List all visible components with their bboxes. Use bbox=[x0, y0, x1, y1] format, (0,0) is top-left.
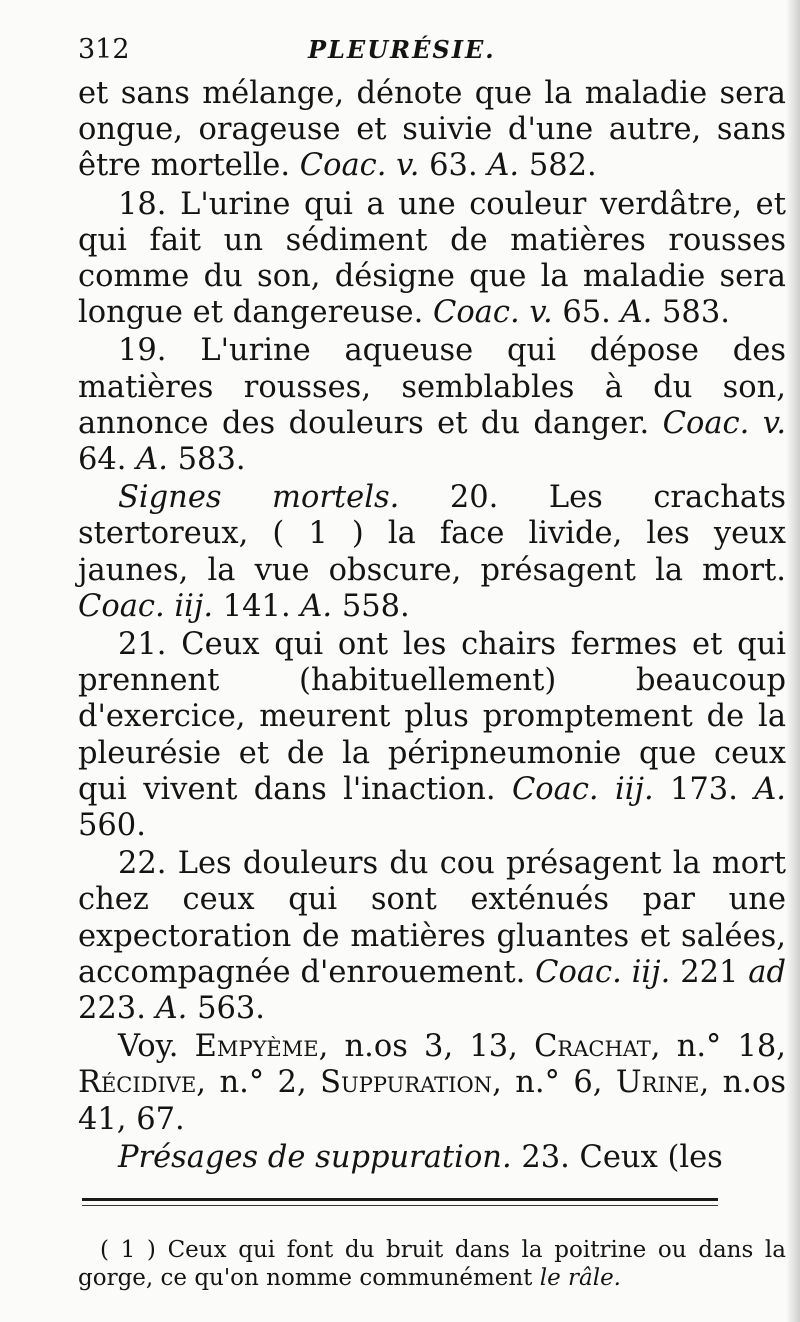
paragraph-23 bbox=[78, 1140, 786, 1176]
see-also-recidive: Récidive bbox=[78, 1065, 197, 1101]
reference-volume: iij. bbox=[614, 771, 654, 807]
paragraph-text: 21. Ceux qui ont les chairs fermes et qui prennent (habituellement) beaucoup d'exercice, meurent plus promptement de la pleurésie et de la péripneumonie que ceux qui vivent dans l'inaction. bbox=[78, 627, 786, 807]
see-also-suppuration: Suppuration bbox=[320, 1065, 493, 1101]
paragraph-20 bbox=[78, 480, 786, 625]
reference-number-2: 563. bbox=[197, 991, 265, 1027]
reference-a: A. bbox=[620, 295, 653, 331]
section-heading-signes-mortels: Signes mortels. bbox=[118, 480, 400, 516]
reference-number: 63. bbox=[429, 148, 478, 184]
reference-coac: Coac. bbox=[299, 148, 387, 184]
footnote-rule bbox=[82, 1198, 718, 1201]
paragraph-18 bbox=[78, 187, 786, 332]
reference-coac: Coac. bbox=[78, 588, 165, 624]
paragraph-22 bbox=[78, 846, 786, 1027]
see-also-urine: Urine bbox=[615, 1065, 700, 1101]
paragraph-21 bbox=[78, 627, 786, 844]
paragraph-text: 19. L'urine aqueuse qui dépose des matières rousses, semblables à du son, annonce des douleurs et du danger. bbox=[78, 333, 786, 441]
see-also-paragraph bbox=[78, 1029, 786, 1138]
page-header bbox=[78, 34, 780, 74]
see-also-empyeme-numbers: , n.os 3, 13, bbox=[318, 1029, 518, 1065]
paragraph-text: 18. L'urine qui a une couleur verdâtre, et qui fait un sédiment de matières rousses comme du son, désigne que la maladie sera longue et dangereuse. bbox=[78, 186, 786, 331]
reference-number: 173. bbox=[670, 771, 738, 807]
reference-coac: Coac. bbox=[432, 295, 520, 331]
footnote bbox=[78, 1236, 786, 1292]
footnote-body: ( 1 ) Ceux qui font du bruit dans la poitrine ou dans la gorge, ce qu'on nomme communément bbox=[78, 1237, 786, 1292]
reference-volume: iij. bbox=[631, 954, 671, 990]
see-also-recidive-numbers: , n.° 2, bbox=[196, 1065, 307, 1101]
paragraph-text: 20. Les crachats stertoreux, ( 1 ) la face livide, les yeux jaunes, la vue obscure, présagent la mort. bbox=[78, 480, 786, 588]
paragraph-continued bbox=[78, 76, 786, 185]
reference-a: A. bbox=[754, 771, 786, 807]
reference-number: 65. bbox=[562, 295, 611, 331]
reference-a: A. bbox=[300, 588, 333, 624]
reference-number: 221 bbox=[680, 954, 739, 990]
paragraph-text: 22. Les douleurs du cou présagent la mort chez ceux qui sont exténués par une expectoration de matières gluantes et salées, accompagnée d'enrouement. bbox=[78, 846, 786, 990]
see-also-crachat-numbers: , n.° 18, bbox=[650, 1029, 786, 1065]
reference-a: A. bbox=[155, 991, 188, 1027]
reference-coac: Coac. bbox=[535, 954, 622, 990]
reference-number: 64. bbox=[78, 442, 127, 478]
running-title: PLEURÉSIE. bbox=[308, 35, 496, 64]
reference-coac: Coac. bbox=[662, 405, 750, 441]
see-also-label: Voy. bbox=[118, 1029, 179, 1065]
reference-number-2: 583. bbox=[177, 442, 246, 478]
see-also-crachat: Crachat bbox=[534, 1029, 651, 1065]
paragraph-text: 23. Ceux (les bbox=[521, 1139, 723, 1175]
reference-coac: Coac. bbox=[511, 771, 599, 807]
reference-volume: iij. bbox=[174, 588, 214, 624]
footnote-italic-term: le râle. bbox=[539, 1265, 621, 1292]
reference-number: 141. bbox=[222, 588, 291, 624]
reference-a: A. bbox=[136, 442, 168, 478]
page-number: 312 bbox=[78, 34, 130, 65]
reference-ad: ad bbox=[748, 954, 786, 990]
footnote-text bbox=[78, 1236, 786, 1292]
section-heading-presages: Présages de suppuration. bbox=[118, 1139, 512, 1175]
reference-volume: v. bbox=[762, 405, 787, 441]
see-also-suppuration-numbers: , n.° 6, bbox=[492, 1065, 603, 1101]
paragraph-19 bbox=[78, 333, 786, 478]
reference-number-2: 583. bbox=[662, 295, 730, 331]
see-also-urine-numbers: , n.os 41, 67. bbox=[78, 1065, 786, 1137]
reference-number-2: 582. bbox=[528, 148, 597, 184]
see-also-empyeme: Empyème bbox=[194, 1029, 319, 1065]
reference-number-2: 558. bbox=[341, 588, 410, 624]
reference-volume: v. bbox=[396, 148, 420, 184]
footnote-rule-thin bbox=[82, 1205, 718, 1206]
reference-number-3: 223. bbox=[78, 991, 146, 1027]
reference-number-2: 560. bbox=[78, 808, 146, 844]
reference-a: A. bbox=[487, 148, 520, 184]
body-text bbox=[78, 76, 786, 1176]
paragraph-text: et sans mélange, dénote que la maladie sera ongue, orageuse et suivie d'une autre, sans être mortelle. bbox=[78, 76, 786, 184]
reference-volume: v. bbox=[529, 295, 553, 331]
